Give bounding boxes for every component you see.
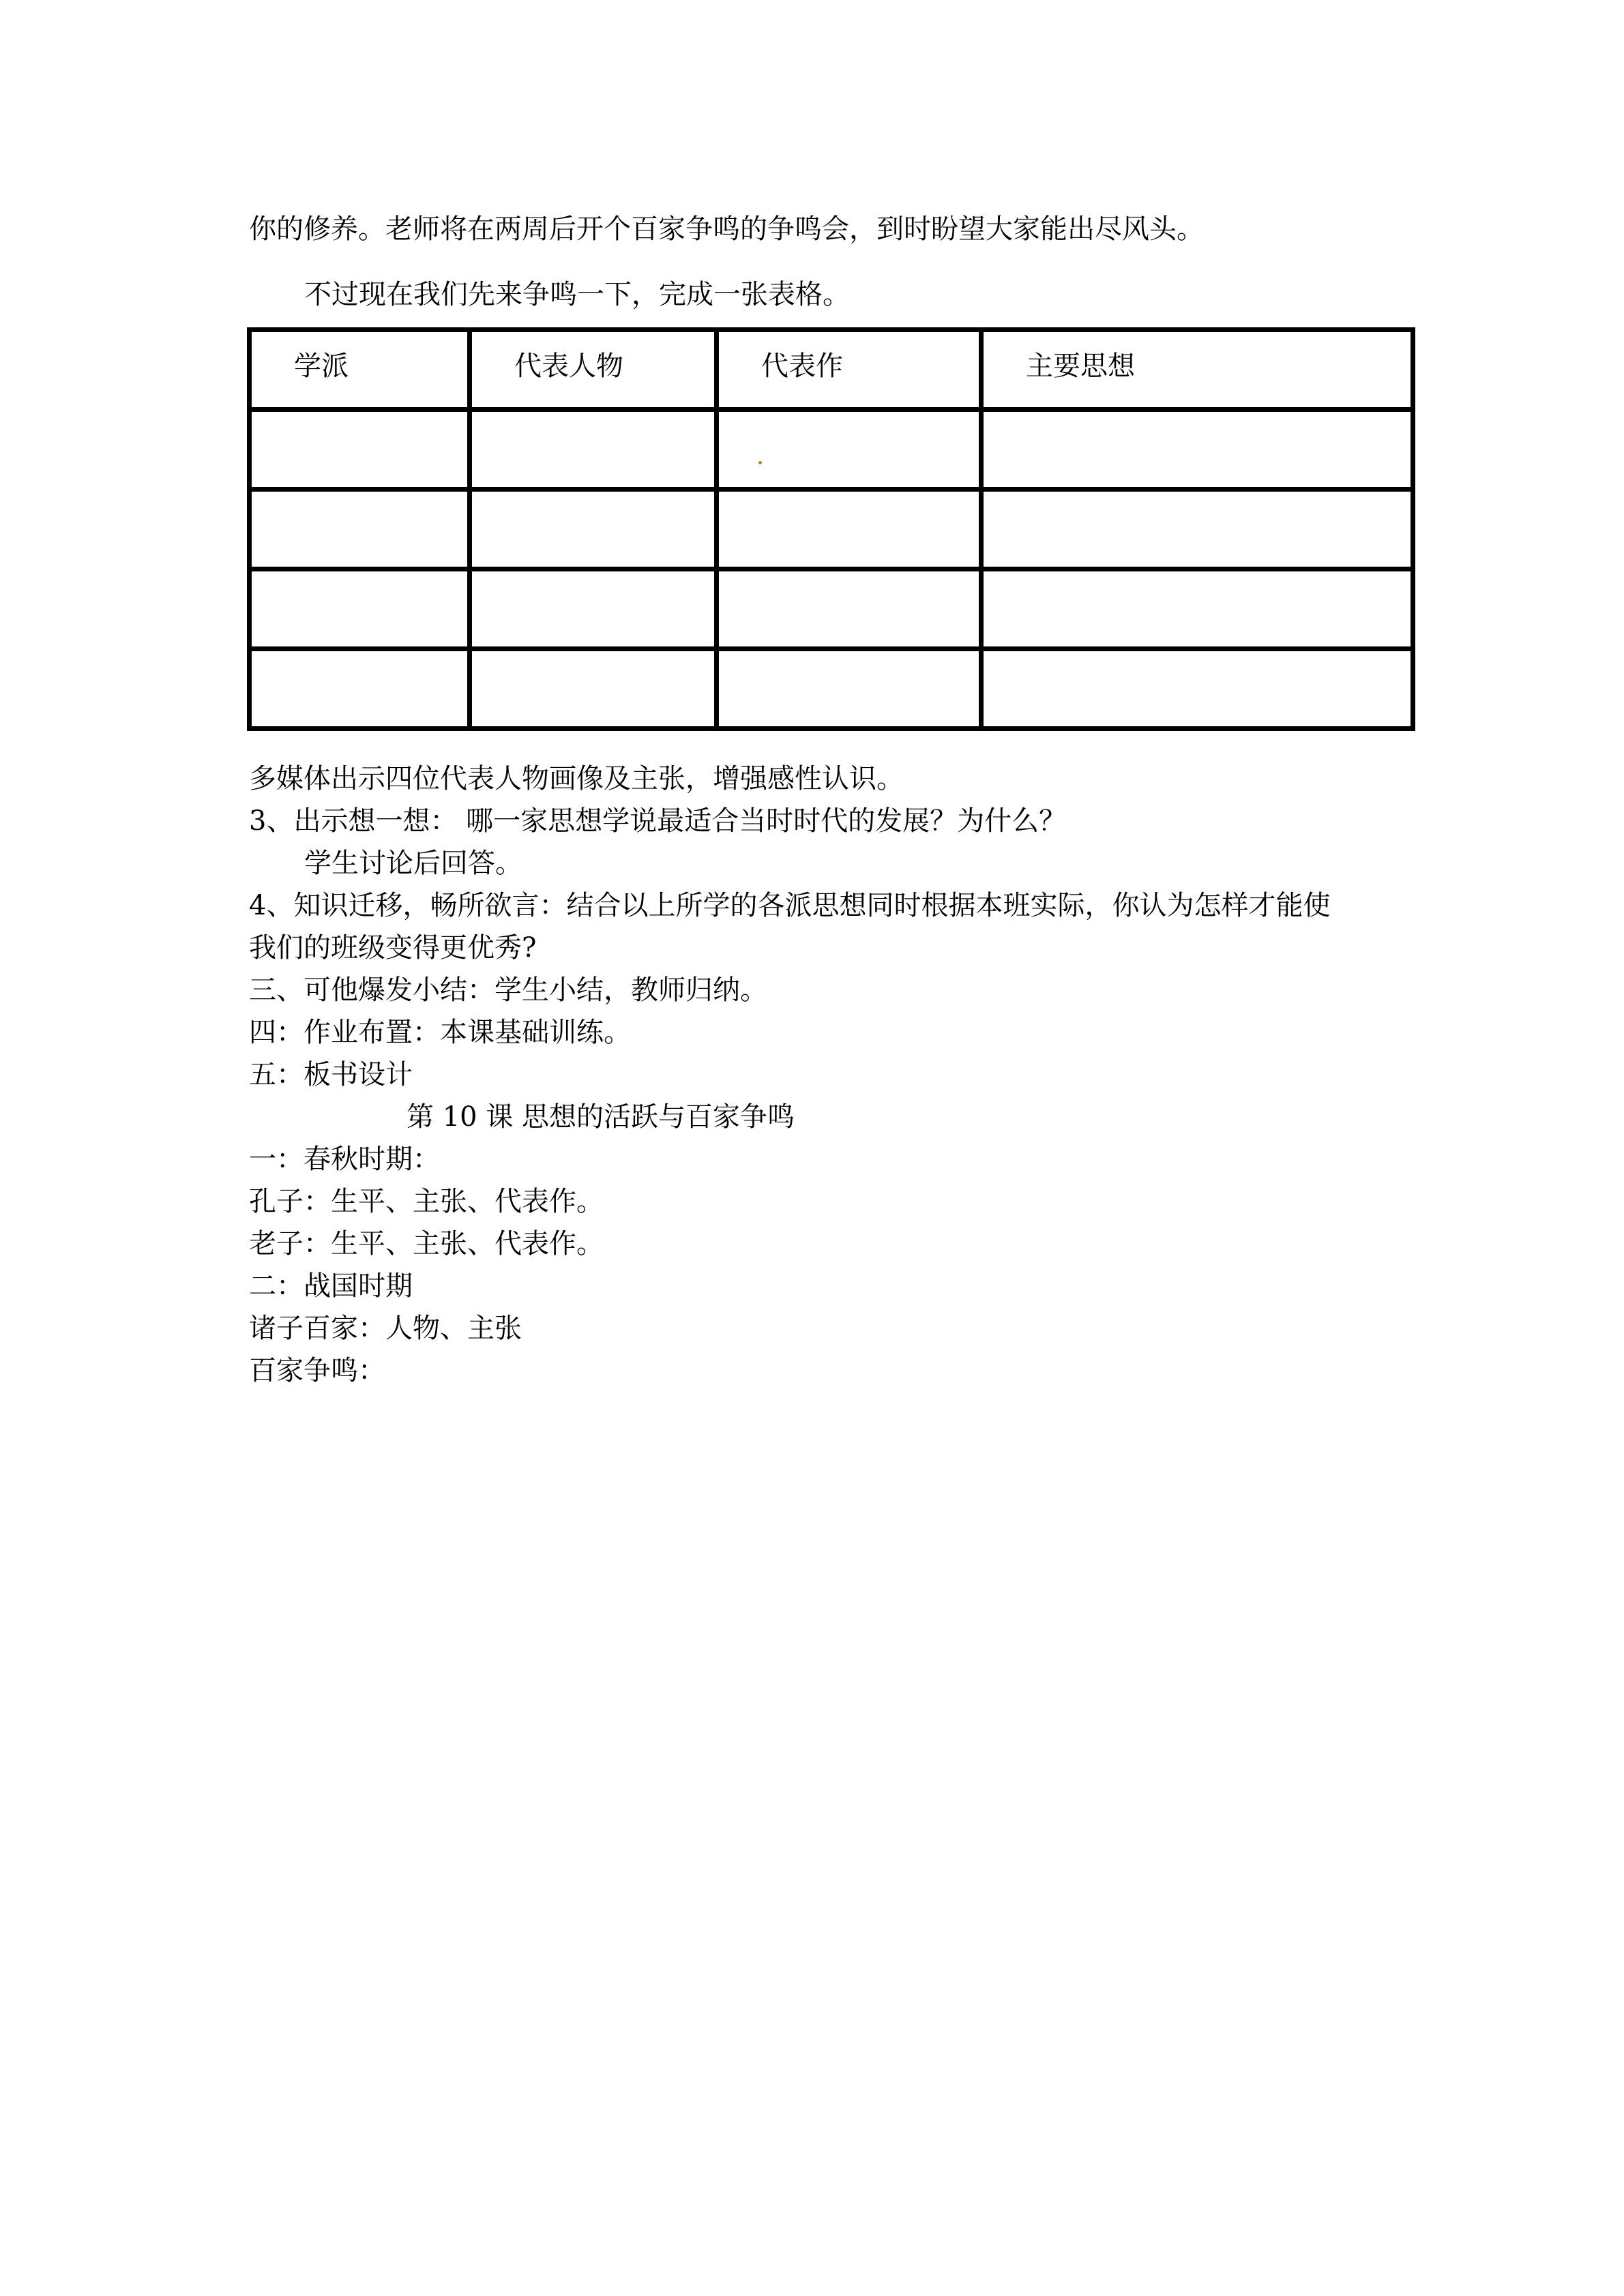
table-header-cell bbox=[250, 330, 470, 410]
board-line: 一：春秋时期： bbox=[249, 1144, 440, 1175]
table-cell bbox=[470, 569, 717, 649]
header-works: 代表作 bbox=[761, 351, 843, 382]
body-line-multimedia: 多媒体出示四位代表人物画像及主张，增强感性认识。 bbox=[249, 763, 904, 794]
table-cell bbox=[981, 490, 1413, 569]
table-cell bbox=[981, 569, 1413, 649]
body-line-homework: 四：作业布置：本课基础训练。 bbox=[249, 1017, 631, 1048]
board-line: 诸子百家：人物、主张 bbox=[249, 1313, 522, 1344]
stray-mark bbox=[758, 461, 762, 464]
body-line-discuss: 学生讨论后回答。 bbox=[304, 848, 522, 879]
table-cell bbox=[470, 410, 717, 490]
table-cell bbox=[470, 649, 717, 729]
body-line-transfer: 4、知识迁移，畅所欲言：结合以上所学的各派思想同时根据本班实际，你认为怎样才能使 bbox=[249, 890, 1331, 921]
table-cell bbox=[717, 649, 981, 729]
table-row bbox=[250, 490, 1413, 569]
table-cell bbox=[250, 410, 470, 490]
board-line: 百家争鸣： bbox=[249, 1355, 385, 1386]
board-line: 二：战国时期 bbox=[249, 1270, 413, 1302]
table-row bbox=[250, 410, 1413, 490]
body-line-summary: 三、可他爆发小结：学生小结，教师归纳。 bbox=[249, 974, 767, 1006]
header-representative: 代表人物 bbox=[514, 351, 623, 382]
board-line: 孔子：生平、主张、代表作。 bbox=[249, 1186, 604, 1217]
board-line: 老子：生平、主张、代表作。 bbox=[249, 1228, 604, 1259]
paragraph-table-intro: 不过现在我们先来争鸣一下，完成一张表格。 bbox=[304, 279, 850, 310]
table-cell bbox=[250, 649, 470, 729]
header-school: 学派 bbox=[294, 351, 349, 382]
table-header-row bbox=[250, 330, 1413, 410]
table-cell bbox=[981, 410, 1413, 490]
table-cell bbox=[250, 569, 470, 649]
table-row bbox=[250, 649, 1413, 729]
table-cell bbox=[981, 649, 1413, 729]
table-header-cell bbox=[981, 330, 1413, 410]
table-header-cell bbox=[717, 330, 981, 410]
paragraph-continuation: 你的修养。老师将在两周后开个百家争鸣的争鸣会，到时盼望大家能出尽风头。 bbox=[249, 213, 1204, 245]
board-design-title: 第 10 课 思想的活跃与百家争鸣 bbox=[407, 1101, 795, 1133]
table-cell bbox=[470, 490, 717, 569]
table-cell bbox=[717, 569, 981, 649]
body-line-transfer-cont: 我们的班级变得更优秀? bbox=[249, 932, 537, 964]
header-main-ideas: 主要思想 bbox=[1026, 351, 1135, 382]
table-header-cell bbox=[470, 330, 717, 410]
school-thought-table bbox=[247, 327, 1415, 731]
table-row bbox=[250, 569, 1413, 649]
body-line-think: 3、出示想一想： 哪一家思想学说最适合当时时代的发展？为什么？ bbox=[249, 805, 1067, 837]
table-cell bbox=[717, 490, 981, 569]
body-line-board-design: 五：板书设计 bbox=[249, 1059, 413, 1090]
table-cell bbox=[250, 490, 470, 569]
table-cell bbox=[717, 410, 981, 490]
